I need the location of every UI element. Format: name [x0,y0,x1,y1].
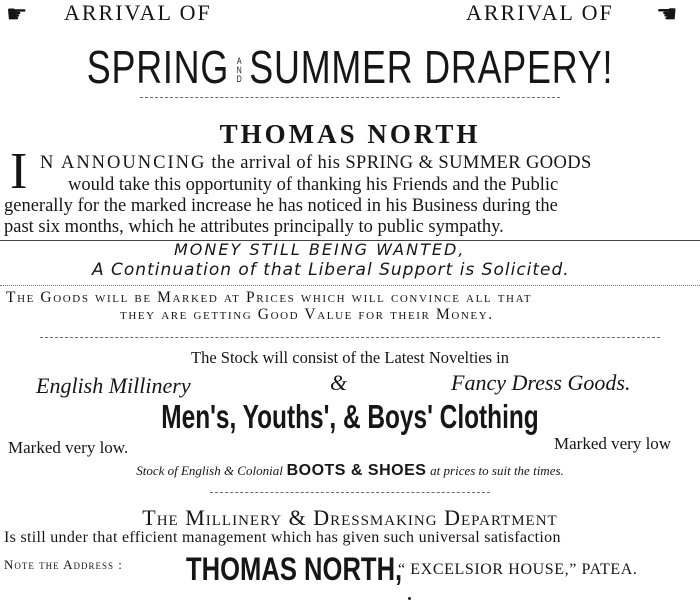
divider [40,337,660,338]
announcement-line-3: generally for the marked increase he has noticed in his Business during the [4,196,558,216]
goods-line-1: The Goods will be Marked at Prices which will convince all that [6,289,533,306]
pointing-hand-left-icon: ☚ [656,0,678,28]
announcement-line-1 [40,153,592,174]
banner-connector: AND [236,56,242,85]
ampersand: & [330,370,348,395]
department-heading: The Millinery & Dressmaking Department [142,505,558,530]
drop-cap: I [10,143,28,200]
boots-prefix: Stock of English & Colonial [136,463,283,478]
address-line [4,556,123,574]
pointing-hand-right-icon: ☛ [6,0,28,28]
boots-shoes: BOOTS & SHOES [286,462,427,479]
divider [210,492,490,493]
efficient-management-line: Is still under that efficient management which has given such universal satisfaction [4,529,561,546]
print-dot [408,597,411,600]
announcement-line-4: past six months, which he attributes principally to public sympathy. [4,217,504,237]
boots-suffix: at prices to suit the times. [430,463,564,478]
proprietor-name: THOMAS NORTH [219,119,481,149]
goods-line-2: they are getting Good Value for their Money. [120,306,494,323]
announcement-lead: N ANNOUNCING [40,153,207,173]
arrival-of-right: ARRIVAL OF [466,0,614,25]
banner-spring: SPRING [86,41,230,93]
marked-very-low-right: Marked very low [554,434,672,453]
spring-summer-banner [77,42,623,92]
clothing-line: Men's, Youths', & Boys' Clothing [161,398,539,435]
announcement-line-2: would take this opportunity of thanking his Friends and the Public [68,175,559,195]
support-solicited: A Continuation of that Liberal Support is Solicited. [92,260,570,280]
boots-shoes-line [0,462,700,480]
address-proprietor-name: THOMAS NORTH, [186,551,403,587]
banner-summer-drapery: SUMMER DRAPERY! [249,41,614,93]
money-still-wanted: MONEY STILL BEING WANTED, [174,240,466,259]
english-millinery: English Millinery [36,373,191,398]
divider [140,97,560,98]
stock-line: The Stock will consist of the Latest Novelties in [190,348,510,367]
excelsior-house-address: “ EXCELSIOR HOUSE,” PATEA. [398,561,638,578]
divider [0,285,700,286]
note-address-label: Note the Address : [4,557,123,572]
marked-very-low-left: Marked very low. [8,438,129,457]
announcement-line-1-rest: the arrival of his SPRING & SUMMER GOODS [211,153,592,173]
fancy-dress-goods: Fancy Dress Goods. [451,370,631,395]
arrival-of-left: ARRIVAL OF [64,0,212,25]
